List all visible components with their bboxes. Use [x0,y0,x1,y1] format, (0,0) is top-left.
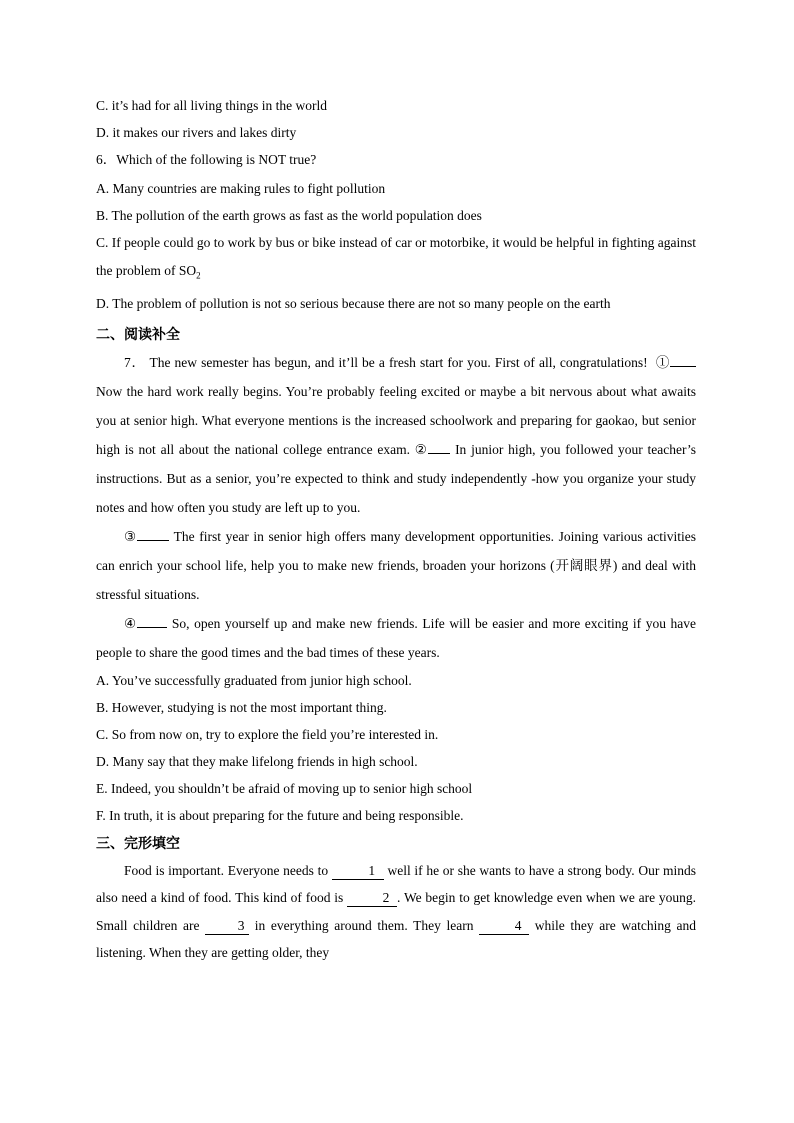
section2-option: B. However, studying is not the most important thing. [96,699,387,715]
q6-stem: 6．Which of the following is NOT true? [96,152,317,167]
blank-4[interactable] [137,627,167,628]
q6-option-c-text: C. If people could go to work by bus or bike instead of car or motorbike, it would be helpful in fighting against the problem of SO [96,235,696,278]
section2-option: A. You’ve successfully graduated from junior high school. [96,672,412,688]
blank-2-marker: ② [414,441,429,457]
section2-paragraph-2 [96,522,696,609]
blank-3-marker: ③ [124,528,138,544]
q6-option-c [96,229,696,290]
section3-heading: 三、完形填空 [96,835,180,852]
cloze-text-2: well if he or she wants to have a strong body. Our minds also need a kind of food. This kind of food is [96,862,697,906]
blank-4-marker: ④ [124,615,138,631]
section2-paragraph-3 [96,609,696,667]
cloze-blank-2[interactable]: 2 [347,890,397,907]
blank-1[interactable] [670,366,696,367]
p1-text-2: In junior high, you followed your teacher’s instructions. But as a senior, you’re expected to think and study independently -how you organize your study notes and how often you study are left up to you. [96,441,697,515]
blank-2[interactable] [428,453,450,454]
cloze-text-1: Food is important. Everyone needs to [124,862,329,878]
cloze-blank-1[interactable]: 1 [332,863,384,880]
section3-paragraph [96,857,696,967]
cloze-blank-4[interactable]: 4 [479,918,529,935]
p1-lead: 7． The new semester has begun, and it’ll be a fresh start for you. First of all, congratulations! [124,354,648,370]
cloze-blank-3[interactable]: 3 [205,918,249,935]
p1-text-1: Now the hard work really begins. You’re probably feeling excited or maybe a bit nervous about what awaits you at senior high. What everyone mentions is the increased schoolwork and preparing for gaokao, but senior high is not all about the national college entrance exam. [96,383,696,457]
q6-option-d: D. The problem of pollution is not so serious because there are not so many people on the earth [96,295,611,311]
p2-text: The first year in senior high offers many development opportunities. Joining various activities can enrich your school life, help you to make new friends, broaden your horizons (开阔眼界) and deal with stressful situations. [96,528,696,602]
section2-paragraph-1 [96,348,696,522]
section2-option: D. Many say that they make lifelong friends in high school. [96,753,418,769]
q5-option-d: D. it makes our rivers and lakes dirty [96,125,297,140]
cloze-text-5: while they are watching and listening. When they are getting older, they [96,917,697,961]
exam-page [96,92,696,967]
q6-option-a: A. Many countries are making rules to fight pollution [96,181,386,196]
cloze-text-3: . We begin to get knowledge even when we are young. Small children are [96,890,697,933]
cloze-text-4: in everything around them. They learn [254,917,474,933]
section2-option: F. In truth, it is about preparing for the future and being responsible. [96,807,464,823]
blank-1-marker: ① [655,354,671,370]
q6-option-c-subscript: 2 [196,270,201,281]
section2-heading: 二、阅读补全 [96,326,180,343]
p3-text: So, open yourself up and make new friends. Life will be easier and more exciting if you have people to share the good times and the bad times of these years. [96,615,697,660]
q5-option-c: C. it’s had for all living things in the world [96,98,327,113]
blank-3[interactable] [137,540,169,541]
section2-option: E. Indeed, you shouldn’t be afraid of moving up to senior high school [96,780,473,796]
q6-option-b: B. The pollution of the earth grows as fast as the world population does [96,208,482,223]
section2-option: C. So from now on, try to explore the field you’re interested in. [96,726,439,742]
